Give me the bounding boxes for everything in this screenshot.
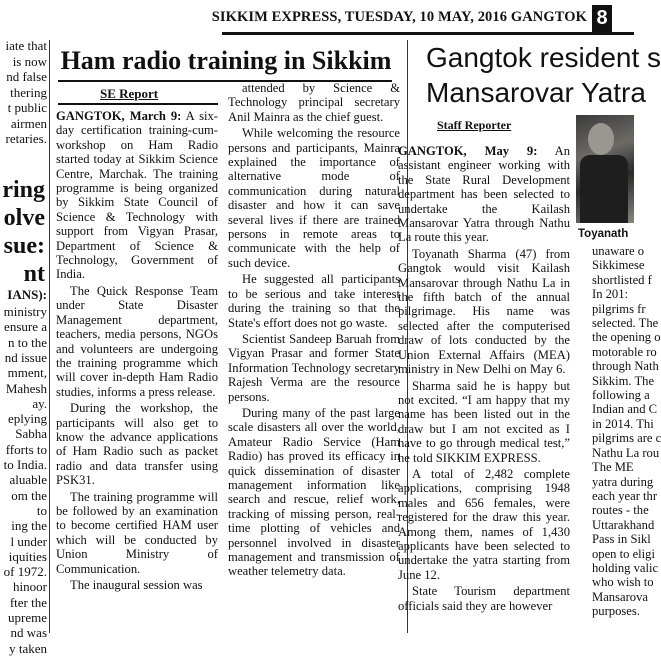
photo-body [580, 155, 628, 223]
right-cut-line: selected. The [592, 316, 659, 331]
paragraph [56, 109, 218, 282]
article-byline: SE Report [100, 86, 159, 101]
left-cut-column [0, 36, 48, 656]
left-text-line: to [36, 502, 47, 518]
right-cut-line: Mansarova [592, 589, 648, 604]
left-headline-line: sue: [3, 233, 45, 259]
right-cut-line: shortlisted f [592, 272, 652, 287]
paragraph-text: State Tourism department officials said they are however [398, 584, 570, 613]
paragraph [228, 81, 400, 124]
left-headline-line: nt [23, 261, 45, 287]
article-title: Ham radio training in Sikkim [60, 46, 392, 75]
paragraph-text: The inaugural session was [70, 578, 203, 592]
paragraph-text: A six-day certification training-cum-workshop on Ham Radio started today at Sikkim Science Centre, Marchak. The training programme is being organized by Sikkim State Council of Science & Technology with support from Vigyan Prasar, Department of Science & Technology, Government of India. [56, 109, 218, 282]
paragraph [228, 126, 400, 270]
left-text-line: to India. [3, 457, 47, 472]
person-photo [576, 115, 634, 223]
right-cut-line: the opening o [592, 330, 661, 345]
left-text-line: Sabha [15, 426, 47, 442]
paragraph [398, 379, 570, 465]
paragraph-text: A total of 2,482 complete applications, comprising 1948 males and 656 females, were registered for the draw this year. Among them, names of 1,430 applicants have been selected to undertake the yatra starting from June 12. [398, 466, 570, 582]
masthead-text: SIKKIM EXPRESS, TUESDAY, 10 MAY, 2016 GANGTOK [211, 9, 587, 25]
right-cut-line: The ME [592, 460, 634, 475]
paragraph-text: While welcoming the resource persons and participants, Mainra explained the importance of alternative mode of communication during natural disaster and how it can save several lives if there are trained persons in remote areas to communicate with the help of such device. [228, 126, 400, 270]
paragraph-text: Toyanath Sharma (47) from Gangtok would visit Kailash Mansarovar through Nathu La in the fifth batch of the annual pilgrimage. His name was selected after the computerised draw of lots conducted by the Union External Affairs (MEA) ministry in New Delhi on May 6. [398, 246, 570, 377]
paragraph-text: An assistant engineer working with the State Rural Development department has been selected to undertake the Kailash Mansarovar Yatra through Nathu La route this year. [398, 144, 570, 245]
dateline: GANGTOK, March 9: [56, 109, 182, 123]
masthead [0, 0, 634, 36]
left-text-line: iquities [8, 548, 47, 564]
left-text-line: hinoor [13, 579, 47, 595]
right-cut-line: yatra during [592, 474, 654, 489]
left-text-line: retaries. [5, 131, 47, 146]
right-cut-line: following a [592, 388, 650, 403]
left-text-line: Mahesh [5, 380, 47, 396]
left-text-line: t public [7, 100, 47, 115]
right-article-title-line-2: Mansarovar Yatra [426, 77, 646, 108]
column-rule-left [49, 40, 50, 633]
left-text-line: eplying [8, 411, 47, 427]
left-text-line: is now [12, 53, 47, 69]
paragraph [228, 406, 400, 579]
right-cut-line: Uttarakhand [592, 517, 655, 532]
right-cut-line: through Nath [592, 359, 659, 374]
article-column-1 [56, 109, 218, 629]
left-text-line: ministry [3, 304, 47, 319]
paragraph-text: During the workshop, the participants will also get to know the advance applications of Ham Radio such as packet radio and data transfer using PSK31. [56, 401, 218, 488]
right-cut-line: purposes. [592, 604, 640, 619]
paragraph [398, 467, 570, 582]
right-cut-line: Sikkimese [592, 258, 645, 273]
right-article-column [398, 144, 570, 633]
dateline: GANGTOK, May 9: [398, 144, 538, 158]
right-cut-line: each year thr [592, 488, 658, 503]
right-cut-line: pilgrims are c [592, 431, 661, 446]
left-text-line: of 1972. [3, 564, 47, 580]
right-cut-line: open to eligi [592, 546, 655, 561]
left-text-line: nd false [6, 69, 47, 84]
paragraph-text: The Quick Response Team under State Disaster Management department, teachers, media persons, NGOs and volunteers are undergoing the training programme which will cover in-depth Ham Radio studies, informs a press release. [56, 283, 218, 399]
right-cut-column [592, 244, 661, 633]
left-text-line: nd was [10, 625, 47, 641]
paragraph [56, 401, 218, 487]
right-cut-line: In 201: [592, 287, 629, 302]
paragraph [398, 584, 570, 613]
right-article-title-line-1: Gangtok resident s [426, 42, 661, 73]
left-text-line: iate that [5, 38, 47, 53]
photo-caption: Toyanath [578, 228, 629, 240]
paragraph [56, 284, 218, 399]
photo-face [588, 123, 614, 155]
right-article-byline: Staff Reporter [437, 118, 512, 132]
right-cut-line: who wish to [592, 575, 654, 590]
right-cut-line: unaware o [592, 244, 645, 258]
article-column-2 [228, 81, 400, 629]
left-text-line: fter the [9, 594, 47, 610]
paragraph [228, 272, 400, 330]
left-text-line: aluable [9, 472, 47, 488]
left-text-line: om the [11, 487, 47, 503]
paragraph [56, 490, 218, 576]
left-text-line: airmen [10, 115, 47, 131]
paragraph [56, 578, 218, 592]
left-headline-line: ring [2, 177, 45, 203]
left-text-line: ing the [11, 518, 47, 534]
paragraph-text: The training programme will be followed by an examination to become certified HAM user which will be conducted by Union Ministry of Communication. [56, 489, 218, 576]
right-cut-line: Nathu La rou [592, 445, 660, 460]
left-text-line: upreme [8, 610, 47, 625]
right-cut-line: motorable ro [592, 344, 657, 359]
left-text-line: ay. [32, 395, 47, 411]
left-text-line: l under [10, 533, 47, 549]
paragraph [228, 332, 400, 404]
left-text-line: ensure a [4, 319, 47, 335]
left-text-line: y taken [9, 640, 47, 656]
right-cut-line: pilgrims fr [592, 301, 646, 316]
paragraph [398, 247, 570, 377]
right-cut-line: in 2014. Thi [592, 416, 654, 431]
paragraph-text: During many of the past large scale disasters all over the world, Amateur Radio Service (Ham Radio) has proved its efficacy in quick dissemination of disaster management information like search and rescue, relief work, tracking of missing person, real-time plotting of vehicles and personnel involved in disaster management and transmission of weather telemetry data. [228, 405, 400, 579]
right-cut-line: Indian and C [592, 402, 658, 417]
right-cut-line: holding valic [592, 560, 659, 575]
left-text-line: thering [10, 84, 47, 100]
left-byline: IANS): [7, 287, 47, 302]
paragraph-text: attended by Science & Technology principal secretary Anil Mainra as the chief guest. [228, 81, 400, 124]
byline-rule [58, 103, 218, 105]
right-cut-line: routes - the [592, 503, 649, 518]
left-text-line: mment, [7, 365, 47, 381]
left-text-line: nd issue [4, 349, 47, 365]
left-text-line: n to the [8, 334, 47, 350]
paragraph-text: Sharma said he is happy but not excited. “I am happy that my name has been listed out in the draw but I am not excited as I have to go through medical test,” he told SIKKIM EXPRESS. [398, 378, 570, 465]
left-text-line: fforts to [5, 441, 47, 457]
paragraph [398, 144, 570, 245]
paragraph-text: Scientist Sandeep Baruah from Vigyan Prasar and former State Information Technology secretary Rajesh Verma are the resource persons. [228, 331, 400, 404]
page-number: 8 [592, 5, 612, 32]
left-headline-line: olve [3, 205, 45, 231]
paragraph-text: He suggested all participants to be serious and take interest during the training so that the State's effort does not go waste. [228, 272, 400, 330]
masthead-rule [222, 32, 634, 35]
right-cut-line: Sikkim. The [592, 373, 655, 388]
right-cut-line: Pass in Sikl [592, 532, 651, 547]
